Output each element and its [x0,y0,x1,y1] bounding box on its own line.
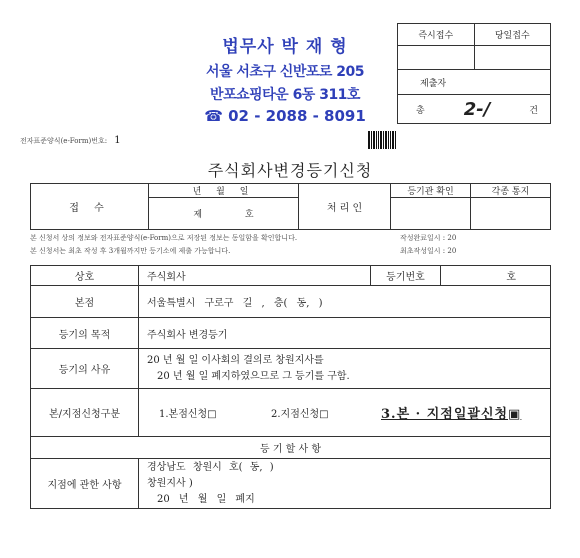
application-type-cell [139,389,551,437]
completed-datetime: 작성완료일시 : 20 [400,234,457,242]
total-cell [398,95,551,124]
main-form-table [30,265,551,509]
first-written-datetime: 최초작성일시 : 20 [400,247,457,255]
option-branch[interactable]: 2.지점신청□ [271,409,329,420]
eform-label: 전자표준양식(e-Form)번호: [20,137,108,145]
registrar-confirm-cell [391,198,471,230]
processor-label: 처 리 인 [299,184,391,230]
same-day-receipt-label: 당일접수 [474,24,551,46]
registration-reason-line1: 20 년 월 일 이사회의 결의로 창원지사를 [147,354,324,366]
application-type-label: 본/지점신청구분 [31,389,139,437]
head-office-value: 서울특별시 구로구 길 , 층( 동, ) [139,286,551,318]
registration-number-label: 등기번호 [371,266,441,286]
total-count-handwritten: 2-/ [463,98,491,120]
branch-line3: 20 년 월 일 폐지 [157,493,255,505]
immediate-receipt-label: 즉시접수 [398,24,475,46]
form-title: 주식회사변경등기신청 [207,161,373,180]
stamp-phone: ☎ 02 - 2088 - 8091 [204,107,366,125]
registration-number-value: 호 [441,266,551,286]
barcode [368,131,397,149]
branch-matters-cell [139,459,551,509]
eform-number: 1 [114,135,121,146]
total-unit: 건 [529,105,538,116]
reception-table [30,183,551,230]
law-office-stamp [190,32,380,125]
same-day-receipt-cell [474,46,551,70]
stamp-name: 법무사 박 재 형 [222,37,348,57]
stamp-address2: 반포쇼핑타운 6동 311호 [210,87,360,103]
stamp-address1: 서울 서초구 신반포로 205 [205,64,365,80]
receipt-box [397,23,551,124]
notice-label: 각종 통지 [471,184,551,198]
note-line-2: 본 신청서는 최초 작성 후 3개월까지만 등기소에 제출 가능합니다. [30,247,231,255]
reception-label: 접 수 [31,184,149,230]
branch-line2: 창원지사 ) [147,477,193,489]
company-name-value: 주식회사 [139,266,371,286]
note-line-1: 본 신청서 상의 정보와 전자표준양식(e-Form)으로 저장된 정보는 동일함을 확인합니다. [30,234,298,242]
registration-reason-label: 등기의 사유 [31,349,139,389]
company-name-label: 상호 [31,266,139,286]
matters-header: 등 기 할 사 항 [31,437,551,459]
option-batch-application[interactable]: 3.본 · 지점일괄신청▣ [381,407,522,422]
head-office-label: 본점 [31,286,139,318]
immediate-receipt-cell [398,46,475,70]
eform-line [20,135,121,146]
registration-reason-line2: 20 년 월 일 폐지하였으므로 그 등기를 구함. [157,370,350,382]
notice-cell [471,198,551,230]
branch-line1: 경상남도 창원시 호( 동, ) [147,461,274,473]
total-label: 총 [416,105,425,116]
option-head-office[interactable]: 1.본점신청□ [159,409,217,420]
registration-purpose-value: 주식회사 변경등기 [139,318,551,349]
registration-purpose-label: 등기의 목적 [31,318,139,349]
reception-date: 년 월 일 [149,184,299,198]
registration-reason-cell [139,349,551,389]
registrar-confirm-label: 등기관 확인 [391,184,471,198]
branch-matters-label: 지점에 관한 사항 [31,459,139,509]
reception-number: 제 호 [149,198,299,230]
submitter-label: 제출자 [398,70,551,95]
